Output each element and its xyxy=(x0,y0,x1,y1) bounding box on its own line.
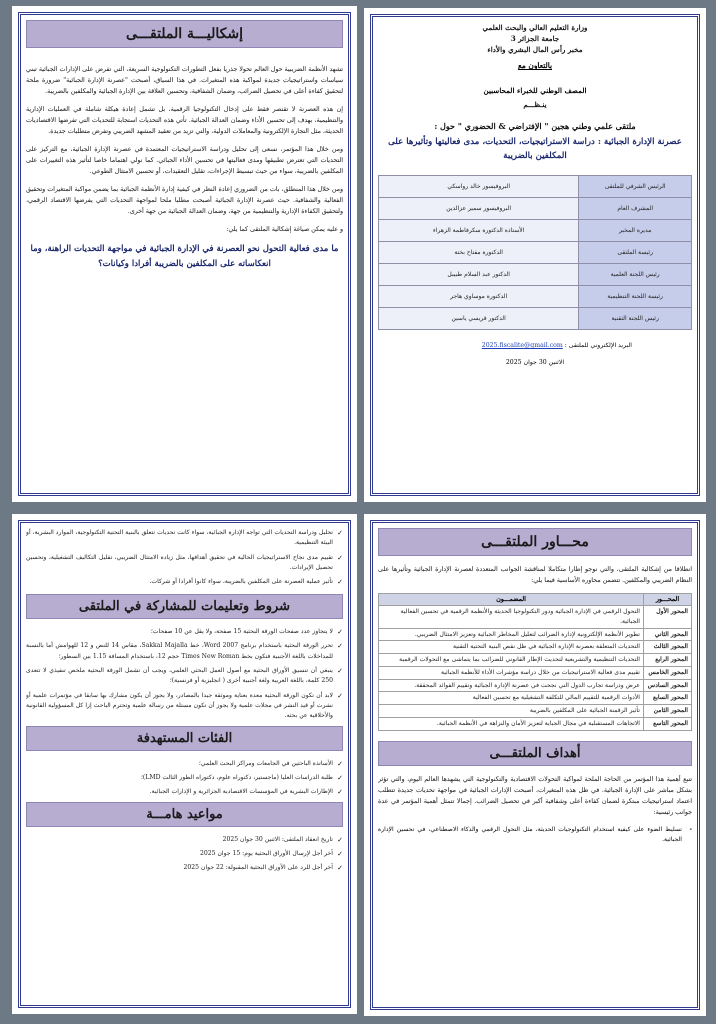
axis-row xyxy=(379,641,692,654)
axis-row xyxy=(379,692,692,705)
date-item: ✓ آخر أجل لإرسال الأوراق البحثية يوم: 15 جوان 2025 xyxy=(26,849,343,859)
problem-title: إشكاليـــة الملتقـــى xyxy=(26,20,343,48)
axes-col-content: المضمـــون xyxy=(379,594,644,606)
condition-item: ✓ لابد أن تكون الورقة البحثية معدة بعناية وموثقة جيدا بالمصادر، ولا يجوز أن يكون مشارك بها سابقا في مؤتمرات علمية أو نشرت أو قيد النشر في مجلات علمية ولا يجوز أن تكون مستلة من رسالة علمية وتحترم الباحث إزا كل المسؤولية القانونية والأخلاقية عن بحثه. xyxy=(26,691,343,722)
committee-member: البروفيسور خالد رواسكي xyxy=(379,176,579,198)
page-problem xyxy=(12,6,357,502)
axis-label: المحور السادس xyxy=(644,679,692,692)
committee-row xyxy=(379,198,692,220)
problem-paragraph: إن هذه العصرنة لا تقتصر فقط على إدخال التكنولوجيا الرقمية، بل تشمل إعادة هيكلة شاملة في العمليات الإدارية والتنظيمية، بهدف إلى تحسين الأداء وضمان العدالة الجبائية. تأتي هذه التحديات استجابة للتحديات التي تفرضها الاقتصاديات الحديثة، مثل التجارة الإلكترونية والمعاملات الدولية، والتي تزيد من تعقيد المشهد الضريبي وتفرض متطلبات جديدة. xyxy=(26,106,343,136)
goal-item: ✓ تحليل ودراسة التحديات التي تواجه الإدارة الجبائية، سواء كانت تحديات تتعلق بالبنية التحتية التكنولوجية، الموارد البشرية، أو البيئة التنظيمية. xyxy=(26,528,343,549)
committee-member: الدكتورة مفتاح بختة xyxy=(379,242,579,264)
axis-label: المحور الرابع xyxy=(644,654,692,667)
audience-item: ✓ طلبة الدراسات العليا (ماجستير، دكتوراه علوم، دكتوراه الطور الثالث LMD)؛ xyxy=(26,773,343,783)
audience-list xyxy=(26,759,343,798)
axis-row xyxy=(379,679,692,692)
axis-content: عرض ودراسة تجارب الدول التي نجحت في عصرنة الإدارة الجبائية وتقييم الفوائد المحققة. xyxy=(379,679,644,692)
email-link[interactable]: 2025.fiscalite@gmail.com xyxy=(481,342,563,350)
conference-type: ملتقى علمي وطني هجين " الإفتراضي & الحضوري " حول : xyxy=(434,121,636,132)
problem-paragraph: تشهد الأنظمة الضريبية حول العالم تحولا جذريا بفعل التطورات التكنولوجية السريعة، التي تفرض على الإدارات الجبائية تبني سياسات واستراتيجيات جديدة لمواكبة هذه المتغيرات. في هذا السياق، أصبحت "عصرنة الإدارة الجبائية" ضرورة ملحة لتحقيق كفاءة أعلى في تحصيل الضرائب، وضمان الشفافية، وتحسين العلاقة بين الإدارة الجبائية والمكلفين بالضريبة. xyxy=(26,66,343,96)
axis-label: المحور الثامن xyxy=(644,705,692,718)
date-item: ✓ آخر أجل للرد على الأوراق البحثية المقبولة: 22 جوان 2025 xyxy=(26,863,343,873)
goals-list xyxy=(378,825,692,846)
date-item: ✓ تاريخ انعقاد الملتقى: الاثنين 30 جوان 2025 xyxy=(26,835,343,845)
axes-intro: انطلاقا من إشكالية الملتقى، والتي نوجو إطارا متكاملا لمناقشة الجوانب المتعددة لعصرنة الإدارة الجبائية وتأثيرها على النظام الضريبي والمكلفين. تتضمن محاوره الأساسية فيما يلي: xyxy=(378,566,692,585)
committee-member: الدكتور قريسي ياسين xyxy=(379,308,579,330)
goals-intro: تنبع أهمية هذا المؤتمر من الحاجة الملحة لمواكبة التحولات الاقتصادية والتكنولوجية التي يشهدها العالم اليوم، والتي تؤثر بشكل مباشر على الإدارة الجبائية. في ظل هذه المتغيرات، أصبحت الإدارات الجبائية في مواجهة تحديات جديدة تتطلب اعتماد استراتيجيات مبتكرة لضمان كفاءة أعلى وشفافية أكبر في تحصيل الضرائب. إجمالا تتمثل أهمية المؤتمر في عدة جوانب رئيسية: xyxy=(378,775,692,816)
organizes-label: ينـظـــم xyxy=(523,100,547,110)
committee-role: رئيس اللجنة العلمية xyxy=(579,264,692,286)
committee-member: الأستاذة الدكتورة سكرفاطمة الزهراء xyxy=(379,220,579,242)
axis-label: المحور التاسع xyxy=(644,717,692,730)
committee-row xyxy=(379,176,692,198)
goals-title: أهداف الملتقـــى xyxy=(378,741,692,766)
committee-row xyxy=(379,264,692,286)
goals-continued-list xyxy=(26,528,343,588)
axes-table xyxy=(378,593,692,731)
axis-content: تطوير الأنظمة الإلكترونية لإدارة الضرائب لتعليل المخاطر الجبائية وتعزيز الامتثال الضريبي. xyxy=(379,628,644,641)
page-conditions xyxy=(12,514,357,1014)
organization-name: المصف الوطني للخبراء المحاسبين xyxy=(483,86,587,96)
problem-paragraph: ومن خلال هذا المنطلق، بات من الضروري إعادة النظر في كيفية إدارة الأنظمة الجبائية بما يضمن مواكبة المتغيرات وتحقيق الفعالية والشفافية. حيث عصرنة الإدارة الجبائية أصبحت مطلبا ملحا لمواجهة التحديات التي يفرضها الاقتصاد الرقمي، ولتحقيق الكفاءة الإدارية والتنظيمية من جهة، وضمان العدالة الجبائية من جهة أخرى. xyxy=(26,186,343,216)
axis-label: المحور الثاني xyxy=(644,628,692,641)
committee-role: الرئيس الشرفي للملتقى xyxy=(579,176,692,198)
conference-theme: عصرنة الإدارة الجبائية : دراسة الاستراتيجيات، التحديات، مدى فعاليتها وتأثيرها على المكلفين بالضريبة xyxy=(388,137,682,161)
audience-title: الفئات المستهدفة xyxy=(26,726,343,751)
problem-question: ما مدى فعالية التحول نحو العصرنة في الإدارة الجبائية في مواجهة التحديات الراهنة، وما انعكاساته على المكلفين بالضريبة أفرادا وكيانات؟ xyxy=(30,244,339,269)
lab-line: مخبر رأس المال البشري والأداء xyxy=(487,45,583,55)
axis-content: تأثير الرقمنة الجبائية على المكلفين بالضريبة xyxy=(379,705,644,718)
audience-item: ✓ الإطارات البشرية في المؤسسات الاقتصادية الجزائرية و الإدارات الجبائية. xyxy=(26,787,343,797)
committee-role: مديرة المخبر xyxy=(579,220,692,242)
axes-col-axis: المحـــور xyxy=(644,594,692,606)
condition-item: ✓ لا يتجاوز عدد صفحات الورقة البحثية 15 صفحة، ولا يقل عن 10 صفحات؛ xyxy=(26,627,343,637)
dates-title: مواعيد هامـــة xyxy=(26,802,343,827)
email-label: البريد الإلكتروني للملتقى : xyxy=(564,342,632,350)
condition-item: ✓ ينبغي أن تنسيق الأوراق البحثية مع أصول العمل البحثي العلمي، ويجب أن تشمل الورقة البحثية ملخص تنفيذي لا تتعدى 250 كلمة، باللغة العربية ولغة أجنبية أخرى ( انجليزية أو فرنسية)؛ xyxy=(26,666,343,687)
goal-item: ✓ تقييم مدى نجاح الاستراتيجيات الحالية في تحقيق أهدافها، مثل زيادة الامتثال الضريبي، تقليل التكاليف التشغيلية، وتحسين تحصيل الإيرادات. xyxy=(26,553,343,574)
committee-role: رئيسة اللجنة التنظيمية xyxy=(579,286,692,308)
page-cover xyxy=(364,8,706,502)
axis-label: المحور الثالث xyxy=(644,641,692,654)
committee-row xyxy=(379,308,692,330)
conference-date: الاثنين 30 جوان 2025 xyxy=(505,359,565,367)
axes-title: محـــاور الملتقـــى xyxy=(378,528,692,556)
axis-content: الأدوات الرقمية للتقييم المالي للتكلفة التشغيلية مع تحسين الفعالية xyxy=(379,692,644,705)
condition-item: ✓ تحرر الورقة البحثية باستخدام برنامج 2007 Word، خط Sakkal Majalla، مقاس 14 للنص و 12 للهوامش أما بالنسبة للمداخلات باللغة الأجنبية فتكون بخط Times New Roman حجم 12، باستخدام المسافة 1.15 بين السطور؛ xyxy=(26,641,343,662)
committee-row xyxy=(379,286,692,308)
committee-table xyxy=(378,175,692,330)
goal-item: ✓ تأثير عملية العصرنة على المكلفين بالضريبة، سواء كانوا أفرادا أو شركات. xyxy=(26,577,343,587)
axis-row xyxy=(379,606,692,629)
axis-row xyxy=(379,654,692,667)
axis-row xyxy=(379,666,692,679)
goal-item: - تسليط الضوء على كيفية استخدام التكنولوجيات الحديثة، مثل التحول الرقمي والذكاء الاصطناعي، في تحسين الإدارة الجبائية. xyxy=(378,825,692,846)
axis-row xyxy=(379,628,692,641)
dates-list xyxy=(26,835,343,874)
axis-label: المحور السابع xyxy=(644,692,692,705)
conditions-list xyxy=(26,627,343,722)
problem-paragraph: و عليه يمكن صياغة إشكالية الملتقى كما يلي: xyxy=(226,226,343,234)
ministry-header xyxy=(378,22,692,55)
audience-item: ✓ الأساتذة الباحثين في الجامعات ومراكز البحث العلمي؛ xyxy=(26,759,343,769)
committee-member: الدكتورة موساوي هاجر xyxy=(379,286,579,308)
axis-row xyxy=(379,717,692,730)
committee-role: المشرف العام xyxy=(579,198,692,220)
axis-content: التحديات المتعلقة بعصرنة الإدارة الجبائية في ظل نقص البنية التحتية التقنية xyxy=(379,641,644,654)
email-line xyxy=(378,342,692,349)
axis-content: التحول الرقمي في الإدارة الجبائية ودور التكنولوجيا الحديثة والأنظمة الرقمية في تحسين الفعالية الجبائية. xyxy=(379,606,644,629)
committee-member: الدكتور عبد السلام طبيبل xyxy=(379,264,579,286)
committee-member: البروفيسور سمير عزالدين xyxy=(379,198,579,220)
axis-content: تقييم مدى فعالية الاستراتيجيات من خلال دراسة مؤشرات الأداء للأنظمة الجبائية xyxy=(379,666,644,679)
committee-role: رئيسة الملتقى xyxy=(579,242,692,264)
ministry-line: وزارة التعليم العالي والبحث العلمي xyxy=(482,23,588,32)
problem-paragraph: ومن خلال هذا المؤتمر، نسعى إلى تحليل ودراسة الاستراتيجيات المعتمدة في عصرنة الإدارة الجبائية، مع التركيز على التحديات التي تعترض تطبيقها ومدى فعاليتها في تحسين الأداء الجبائي. كما نولي اهتماما خاصا لتأثير هذه التغييرات على المكلفين بالضريبة، سواء من حيث تبسيط الإجراءات، تقليل التعقيدات، أو تحسين الامتثال الطوعي. xyxy=(26,146,343,176)
committee-row xyxy=(379,242,692,264)
axis-row xyxy=(379,705,692,718)
axis-content: الاتجاهات المستقبلية في مجال الجباية لتعزيز الأمان والنزاهة في الأنظمة الجبائية. xyxy=(379,717,644,730)
collab-label: بالتعاون مع xyxy=(517,61,553,71)
conditions-title: شروط وتعليمات للمشاركة في الملتقى xyxy=(26,594,343,619)
axis-label: المحور الخامس xyxy=(644,666,692,679)
committee-row xyxy=(379,220,692,242)
committee-role: رئيس اللجنة التقنية xyxy=(579,308,692,330)
university-line: جامعة الجزائر 3 xyxy=(510,34,560,44)
axis-label: المحور الأول xyxy=(644,606,692,629)
page-axes xyxy=(364,514,706,1016)
axis-content: التحديات التنظيمية والتشريعية لتحديث الإطار القانوني للضرائب بما يتماشى مع التحولات الرقمية xyxy=(379,654,644,667)
